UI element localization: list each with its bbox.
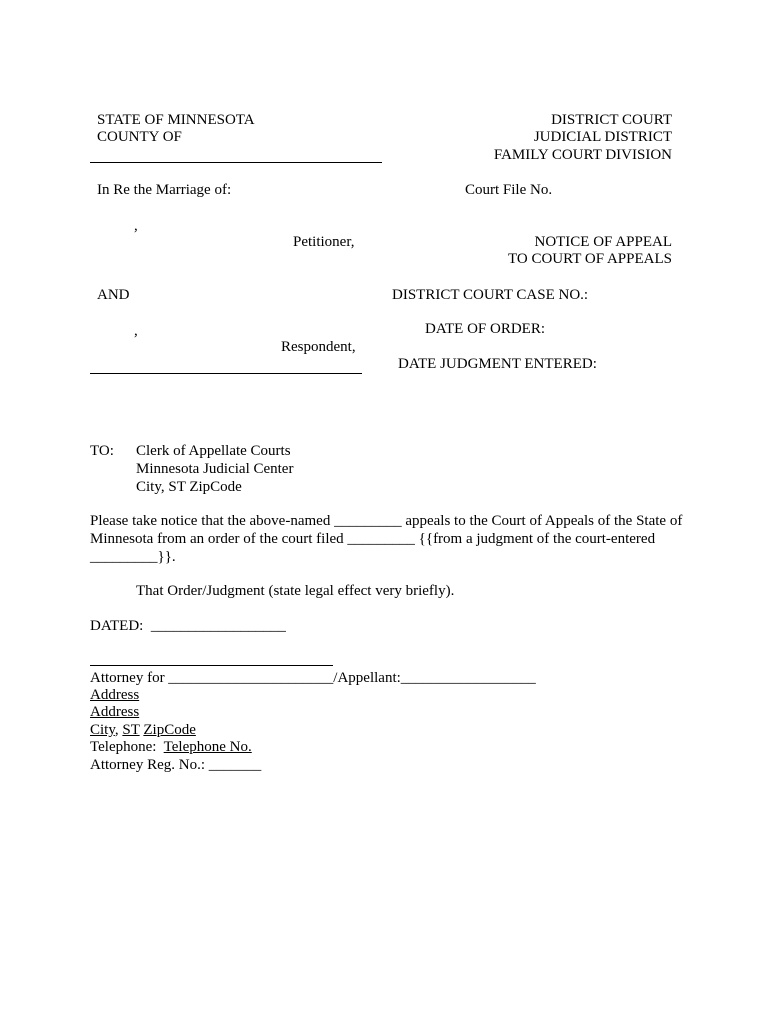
petitioner-name-comma: , [134,218,138,234]
zipcode: ZipCode [143,722,196,738]
to-label: TO: [90,443,114,459]
state-name: STATE OF MINNESOTA [97,112,255,128]
court-division: FAMILY COURT DIVISION [493,147,672,163]
telephone-number: Telephone No. [163,739,252,755]
petitioner-label: Petitioner, [293,234,355,250]
respondent-label: Respondent, [281,339,356,355]
county-label: COUNTY OF [97,129,182,145]
telephone-label: Telephone: [90,739,164,755]
caption-rule-bottom [90,373,362,374]
notice-paragraph-line: Minnesota from an order of the court filed _________ {{from a judgment of the court-entered [90,531,656,547]
to-line: Clerk of Appellate Courts [136,443,291,459]
case-no-label: DISTRICT COURT CASE NO.: [392,287,589,303]
court-file-label: Court File No. [465,182,553,198]
document-title-line2: TO COURT OF APPEALS [507,251,672,267]
address-line-2: Address [90,704,140,720]
telephone-line [90,738,252,756]
legal-effect-text: That Order/Judgment (state legal effect very briefly). [136,583,455,599]
attorney-for-line: Attorney for ______________________/Appellant:__________________ [90,670,536,686]
attorney-reg-line: Attorney Reg. No.: _______ [90,757,262,773]
notice-paragraph-line: _________}}. [90,549,176,565]
city-comma: , [114,722,123,738]
city-state-zip [90,721,196,739]
notice-paragraph-line: Please take notice that the above-named _________ appeals to the Court of Appeals of the State of [90,513,683,529]
address-line-1: Address [90,687,140,703]
and-label: AND [97,287,130,303]
caption-rule-top [90,162,382,163]
signature-rule [90,665,333,666]
in-re-label: In Re the Marriage of: [97,182,232,198]
court-name: DISTRICT COURT [551,112,672,128]
to-line: Minnesota Judicial Center [136,461,294,477]
state: ST [122,722,140,738]
date-judgment-label: DATE JUDGMENT ENTERED: [398,356,597,372]
respondent-name-comma: , [134,323,138,339]
dated-line: DATED: __________________ [90,618,286,634]
date-of-order-label: DATE OF ORDER: [425,321,546,337]
city: City [90,722,115,738]
to-line: City, ST ZipCode [136,479,242,495]
document-title-line1: NOTICE OF APPEAL [534,234,672,250]
judicial-district: JUDICIAL DISTRICT [533,129,672,145]
